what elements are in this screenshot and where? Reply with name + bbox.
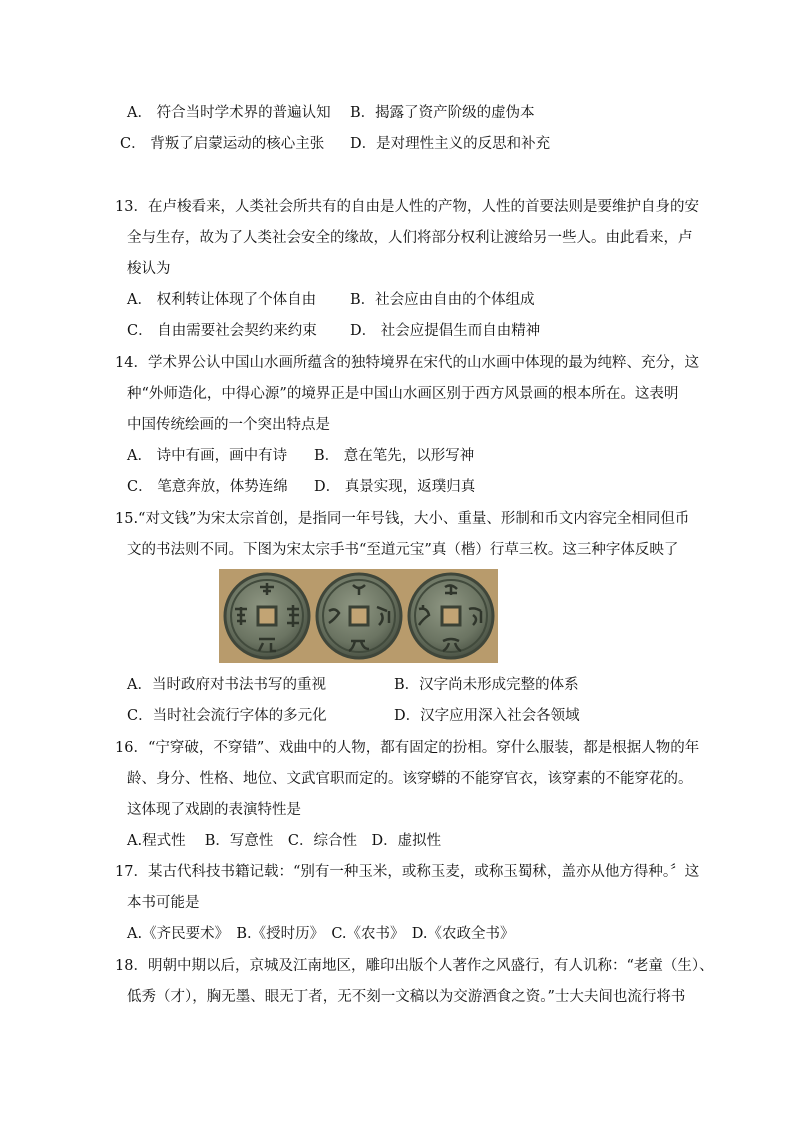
q13-option-c: C． 自由需要社会契约来约束 [127,323,317,339]
coin-1 [225,574,309,658]
coins-image [219,569,498,663]
q17-stem-line-2: 本书可能是 [127,895,200,911]
q16-stem-line-1: 16．“宁穿破，不穿错”、戏曲中的人物，都有固定的扮相。穿什么服装，都是根据人物的年 [115,740,700,756]
q14-option-a: A． 诗中有画，画中有诗 [127,448,288,464]
q14-stem-line-3: 中国传统绘画的一个突出特点是 [127,417,330,433]
q13-stem-line-2: 全与生存，故为了人类社会安全的缘故，人们将部分权利让渡给另一些人。由此看来，卢 [127,230,693,246]
q14-option-b: B． 意在笔先，以形写神 [314,448,475,464]
q15-option-c: C．当时社会流行字体的多元化 [127,708,327,724]
q15-option-b: B．汉字尚未形成完整的体系 [394,677,579,693]
q12-option-c: C． 背叛了启蒙运动的核心主张 [120,136,325,152]
q15-option-a: A．当时政府对书法书写的重视 [127,677,326,693]
q15-stem-line-1: 15.“对文钱”为宋太宗首创，是指同一年号钱，大小、重量、形制和币文内容完全相同但币 [115,511,690,527]
q17-options: A.《齐民要术》 B.《授时历》 C.《农书》 D.《农政全书》 [127,926,515,942]
q17-stem-line-1: 17．某古代科技书籍记载：“别有一种玉米，或称玉麦，或称玉蜀秫，盖亦从他方得种。〞这 [115,864,700,880]
q13-option-d: D． 社会应提倡生而自由精神 [350,323,541,339]
q12-option-d: D．是对理性主义的反思和补充 [350,136,551,152]
q18-stem-line-2: 低秀（才），胸无墨、眼无丁者，无不刻一文稿以为交游酒食之资。”士大夫间也流行将书 [127,989,686,1005]
q16-options: A.程式性 B．写意性 C．综合性 D．虚拟性 [127,833,442,849]
q15-stem-line-2: 文的书法则不同。下图为宋太宗手书“至道元宝”真（楷）行草三枚。这三种字体反映了 [127,542,679,558]
q13-stem-line-3: 梭认为 [127,261,171,277]
q15-option-d: D．汉字应用深入社会各领域 [394,708,580,724]
q14-option-d: D． 真景实现，返璞归真 [314,479,476,495]
coin-2 [317,574,401,658]
q18-stem-line-1: 18．明朝中期以后，京城及江南地区，雕印出版个人著作之风盛行，有人讥称：“老童（生）、 [115,958,714,974]
q16-stem-line-2: 龄、身分、性格、地位、文武官职而定的。该穿蟒的不能穿官衣，该穿素的不能穿花的。 [127,771,693,787]
q13-option-a: A． 权利转让体现了个体自由 [127,292,317,308]
q14-option-c: C． 笔意奔放，体势连绵 [127,479,288,495]
coin-3 [409,574,493,658]
q14-stem-line-2: 种“外师造化，中得心源”的境界正是中国山水画区别于西方风景画的根本所在。这表明 [127,386,679,402]
q14-stem-line-1: 14．学术界公认中国山水画所蕴含的独特境界在宋代的山水画中体现的最为纯粹、充分，这 [115,355,699,371]
q16-stem-line-3: 这体现了戏剧的表演特性是 [127,802,301,818]
q12-option-b: B．揭露了资产阶级的虚伪本 [350,105,535,121]
q12-option-a: A． 符合当时学术界的普遍认知 [127,105,331,121]
q13-stem-line-1: 13．在卢梭看来，人类社会所共有的自由是人性的产物，人性的首要法则是要维护自身的安 [115,199,699,215]
q13-option-b: B．社会应由自由的个体组成 [350,292,535,308]
